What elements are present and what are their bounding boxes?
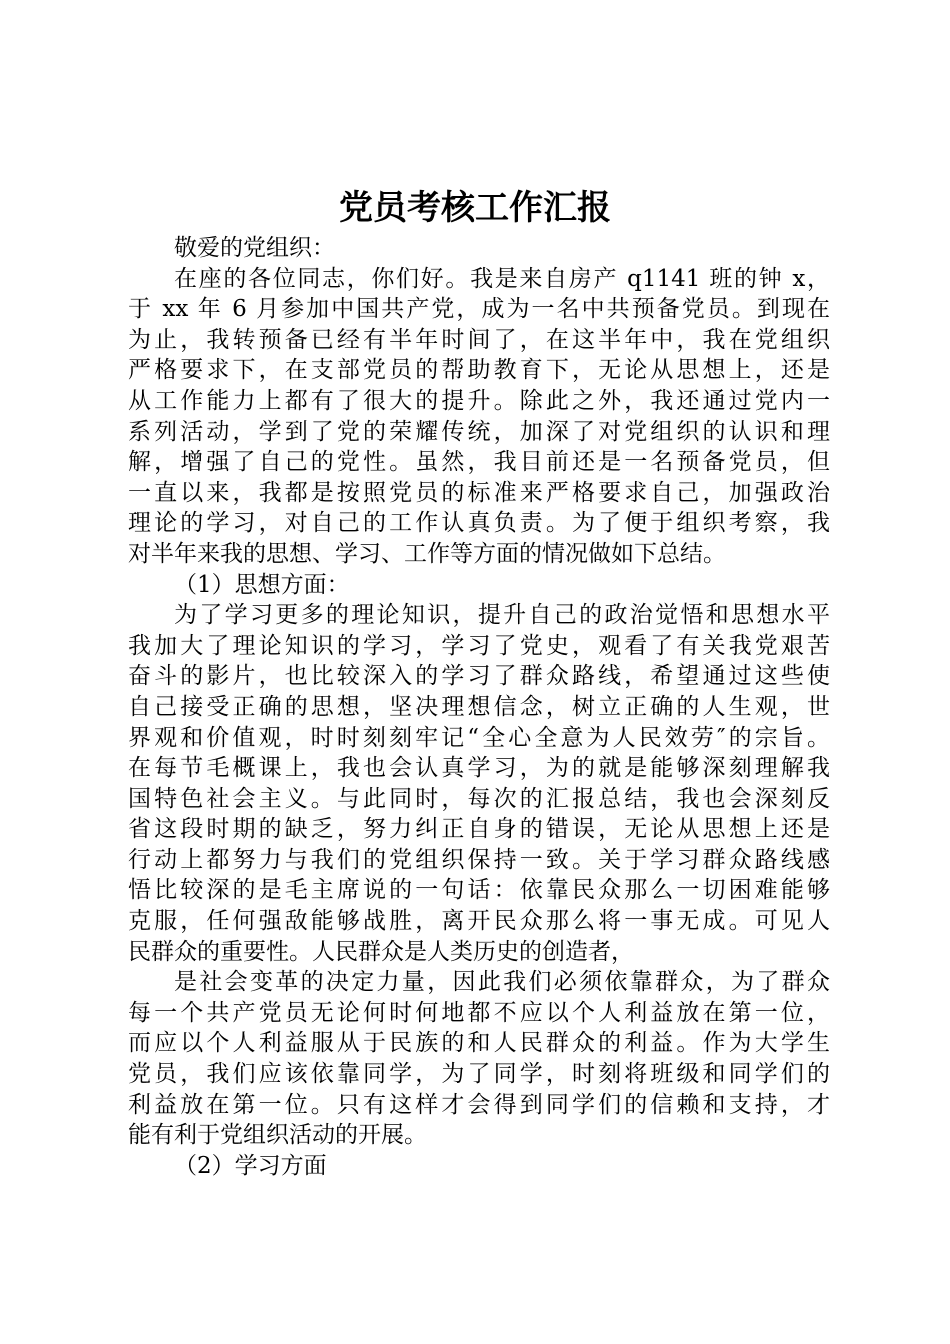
text-line: （1）思想方面： — [174, 571, 350, 598]
text-line: 一直以来，我都是按照党员的标准来严格要求自己，加强政治 — [128, 479, 830, 506]
text-line: 为止，我转预备已经有半年时间了，在这半年中，我在党组织 — [128, 326, 830, 353]
text-line: （2）学习方面 — [174, 1152, 327, 1179]
text-line: 敬爱的党组织： — [174, 235, 335, 261]
text-line: 奋斗的影片，也比较深入的学习了群众路线，希望通过这些使 — [128, 663, 830, 690]
text-line: 民群众的重要性。人民群众是人类历史的创造者， — [128, 938, 634, 965]
document-title: 党员考核工作汇报 — [339, 188, 611, 228]
text-line: 悟比较深的是毛主席说的一句话：依靠民众那么一切困难能够 — [128, 877, 830, 904]
paragraph-heading-2 — [128, 1151, 830, 1182]
text-line: 利益放在第一位。只有这样才会得到同学们的信赖和支持，才 — [128, 1091, 830, 1118]
text-line: 每一个共产党员无论何时何地都不应以个人利益放在第一位， — [128, 999, 830, 1026]
text-line: 在每节毛概课上，我也会认真学习，为的就是能够深刻理解我 — [128, 755, 830, 782]
text-line: 为了学习更多的理论知识，提升自己的政治觉悟和思想水平 — [174, 602, 830, 629]
text-line: 解，增强了自己的党性。虽然，我目前还是一名预备党员，但 — [128, 449, 830, 476]
text-line: 行动上都努力与我们的党组织保持一致。关于学习群众路线感 — [128, 846, 830, 873]
document-body — [128, 233, 830, 1181]
paragraph-masses — [128, 967, 830, 1151]
paragraph-salutation — [128, 233, 830, 264]
text-line: 自己接受正确的思想，坚决理想信念，树立正确的人生观，世 — [128, 693, 830, 720]
text-line: 我加大了理论知识的学习，学习了党史，观看了有关我党艰苦 — [128, 632, 830, 659]
text-line: 系列活动，学到了党的荣耀传统，加深了对党组织的认识和理 — [128, 418, 830, 445]
paragraph-intro — [128, 264, 830, 570]
text-line: 从工作能力上都有了很大的提升。除此之外，我还通过党内一 — [128, 387, 830, 414]
text-line: 理论的学习，对自己的工作认真负责。为了便于组织考察，我 — [128, 510, 830, 537]
text-line: 省这段时期的缺乏，努力纠正自身的错误，无论从思想上还是 — [128, 816, 830, 843]
text-line: 对半年来我的思想、学习、工作等方面的情况做如下总结。 — [128, 540, 726, 567]
paragraph-heading-1 — [128, 570, 830, 601]
text-line: 在座的各位同志，你们好。我是来自房产 q1141 班的钟 x， — [174, 265, 830, 292]
text-line: 党员，我们应该依靠同学，为了同学，时刻将班级和同学们的 — [128, 1061, 830, 1088]
text-line: 严格要求下，在支部党员的帮助教育下，无论从思想上，还是 — [128, 357, 830, 384]
text-line: 而应以个人利益服从于民族的和人民群众的利益。作为大学生 — [128, 1030, 830, 1057]
text-line: 于 xx 年 6 月参加中国共产党，成为一名中共预备党员。到现在 — [128, 296, 830, 323]
text-line: 克服，任何强敌能够战胜，离开民众那么将一事无成。可见人 — [128, 908, 830, 935]
text-line: 界观和价值观，时时刻刻牢记“全心全意为人民效劳″的宗旨。 — [128, 724, 830, 751]
text-line: 是社会变革的决定力量，因此我们必须依靠群众，为了群众 — [174, 969, 830, 996]
text-line: 国特色社会主义。与此同时，每次的汇报总结，我也会深刻反 — [128, 785, 830, 812]
paragraph-thought — [128, 600, 830, 967]
text-line: 能有利于党组织活动的开展。 — [128, 1122, 427, 1149]
